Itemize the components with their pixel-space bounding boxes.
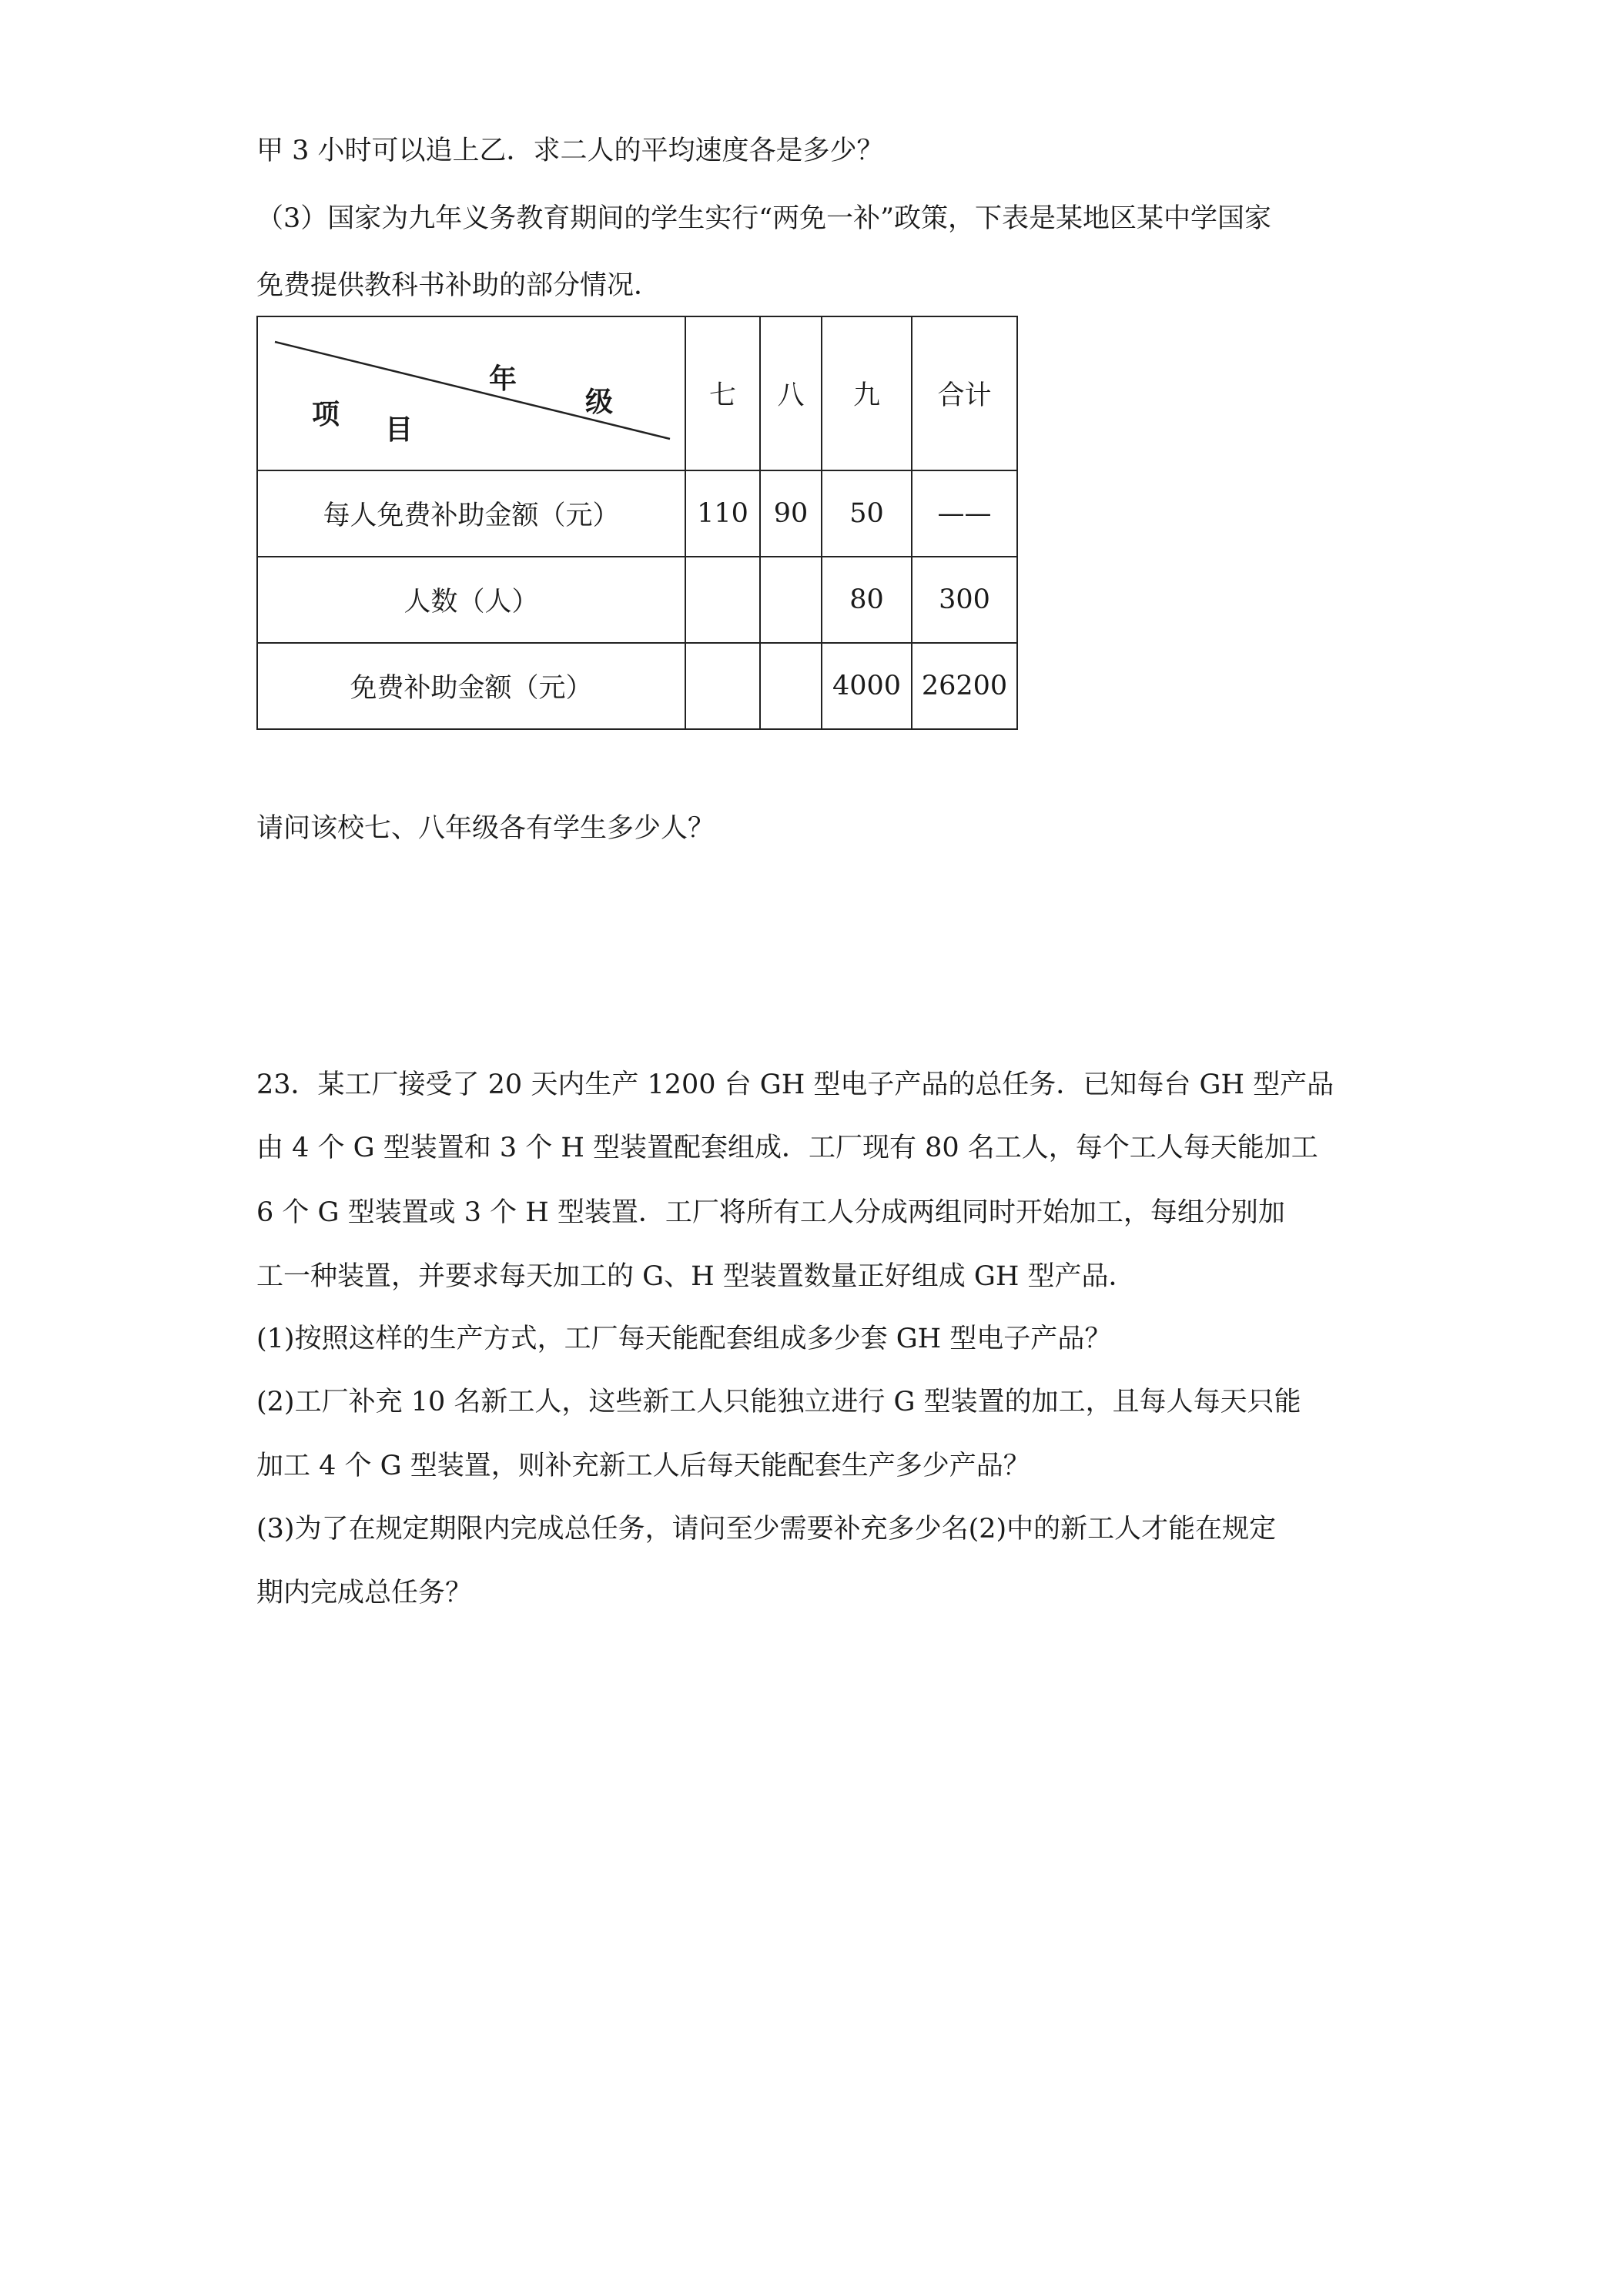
header-label-mu: 目: [385, 414, 414, 446]
problem-text-line: （3）国家为九年义务教育期间的学生实行“两免一补”政策，下表是某地区某中学国家: [256, 203, 1272, 234]
table-cell: 90: [760, 470, 822, 557]
table-row: [257, 470, 1017, 557]
problem-text-line: 23．某工厂接受了 20 天内生产 1200 台 GH 型电子产品的总任务．已知每台 GH 型产品: [256, 1069, 1334, 1100]
row-label: 免费补助金额（元）: [257, 643, 685, 729]
table-cell: 110: [685, 470, 760, 557]
column-header: 七: [685, 316, 760, 470]
problem-text-line: (3)为了在规定期限内完成总任务，请问至少需要补充多少名(2)中的新工人才能在规定: [256, 1514, 1277, 1545]
table-cell: [760, 557, 822, 643]
problem-text-line: (1)按照这样的生产方式，工厂每天能配套组成多少套 GH 型电子产品？: [256, 1324, 1112, 1354]
column-header: 合计: [912, 316, 1017, 470]
table-cell: 300: [912, 557, 1017, 643]
row-label: 每人免费补助金额（元）: [257, 470, 685, 557]
column-header: 八: [760, 316, 822, 470]
table-cell: ——: [912, 470, 1017, 557]
table-cell: 50: [822, 470, 912, 557]
row-label: 人数（人）: [257, 557, 685, 643]
table-cell: [685, 557, 760, 643]
problem-text-line: 由 4 个 G 型装置和 3 个 H 型装置配套组成．工厂现有 80 名工人，每个工人每天能加工: [256, 1133, 1318, 1163]
table-cell: 4000: [822, 643, 912, 729]
problem-text-line: (2)工厂补充 10 名新工人，这些新工人只能独立进行 G 型装置的加工，且每人每天只能: [256, 1387, 1301, 1417]
problem-text-line: 加工 4 个 G 型装置，则补充新工人后每天能配套生产多少产品？: [256, 1451, 1030, 1481]
table-cell: [760, 643, 822, 729]
problem-text-line: 甲 3 小时可以追上乙．求二人的平均速度各是多少？: [256, 136, 884, 166]
table-cell: [685, 643, 760, 729]
header-label-nian: 年: [489, 363, 517, 395]
problem-text-line: 免费提供教科书补助的部分情况．: [256, 270, 661, 301]
problem-text-line: 工一种装置，并要求每天加工的 G、H 型装置数量正好组成 GH 型产品．: [256, 1261, 1136, 1292]
problem-text-line: 期内完成总任务？: [256, 1578, 473, 1608]
table-row: [257, 643, 1017, 729]
table-row: [257, 557, 1017, 643]
diagonal-header-cell: [257, 316, 685, 470]
header-label-xiang: 项: [312, 399, 340, 430]
column-header: 九: [822, 316, 912, 470]
table-cell: 80: [822, 557, 912, 643]
header-label-ji: 级: [585, 387, 614, 418]
problem-text-line: 6 个 G 型装置或 3 个 H 型装置．工厂将所有工人分成两组同时开始加工，每组分别加: [256, 1197, 1285, 1228]
subsidy-table: [256, 316, 1018, 730]
table-cell: 26200: [912, 643, 1017, 729]
table-header-row: [257, 316, 1017, 470]
problem-text-line: 请问该校七、八年级各有学生多少人？: [256, 813, 715, 844]
